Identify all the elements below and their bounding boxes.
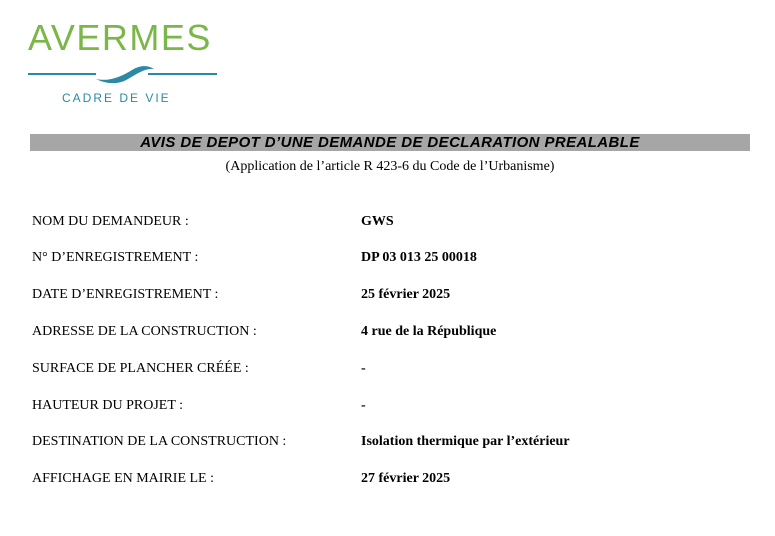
field-value: DP 03 013 25 00018 [361, 250, 477, 265]
field-label: NOM DU DEMANDEUR : [32, 214, 189, 229]
logo-tagline: CADRE DE VIE [62, 91, 171, 105]
field-row-project-height [32, 396, 732, 416]
field-label: AFFICHAGE EN MAIRIE LE : [32, 471, 214, 486]
notice-subtitle: (Application de l’article R 423-6 du Code de l’Urbanisme) [225, 159, 555, 174]
field-label: DATE D’ENREGISTREMENT : [32, 287, 219, 302]
logo-wave-icon [28, 62, 218, 88]
field-row-construction-purpose [32, 432, 732, 452]
logo-name: AVERMES [28, 17, 212, 58]
field-value: 4 rue de la République [361, 324, 497, 339]
field-label: ADRESSE DE LA CONSTRUCTION : [32, 324, 257, 339]
field-value: Isolation thermique par l’extérieur [361, 434, 570, 449]
field-row-posting-date [32, 469, 732, 489]
notice-title: AVIS DE DEPOT D’UNE DEMANDE DE DECLARATION PREALABLE [30, 134, 750, 151]
field-row-applicant [32, 212, 732, 232]
field-label: SURFACE DE PLANCHER CRÉÉE : [32, 361, 249, 376]
field-value: - [361, 398, 366, 413]
field-value: - [361, 361, 366, 376]
field-row-registration-number [32, 248, 732, 268]
field-row-floor-area [32, 359, 732, 379]
field-label: DESTINATION DE LA CONSTRUCTION : [32, 434, 287, 449]
field-row-registration-date [32, 285, 732, 305]
field-value: 25 février 2025 [361, 287, 451, 302]
field-row-construction-address [32, 322, 732, 342]
field-value: GWS [361, 214, 394, 229]
field-label: HAUTEUR DU PROJET : [32, 398, 184, 413]
field-value: 27 février 2025 [361, 471, 451, 486]
avermes-logo [28, 18, 218, 108]
field-label: N° D’ENREGISTREMENT : [32, 250, 199, 265]
